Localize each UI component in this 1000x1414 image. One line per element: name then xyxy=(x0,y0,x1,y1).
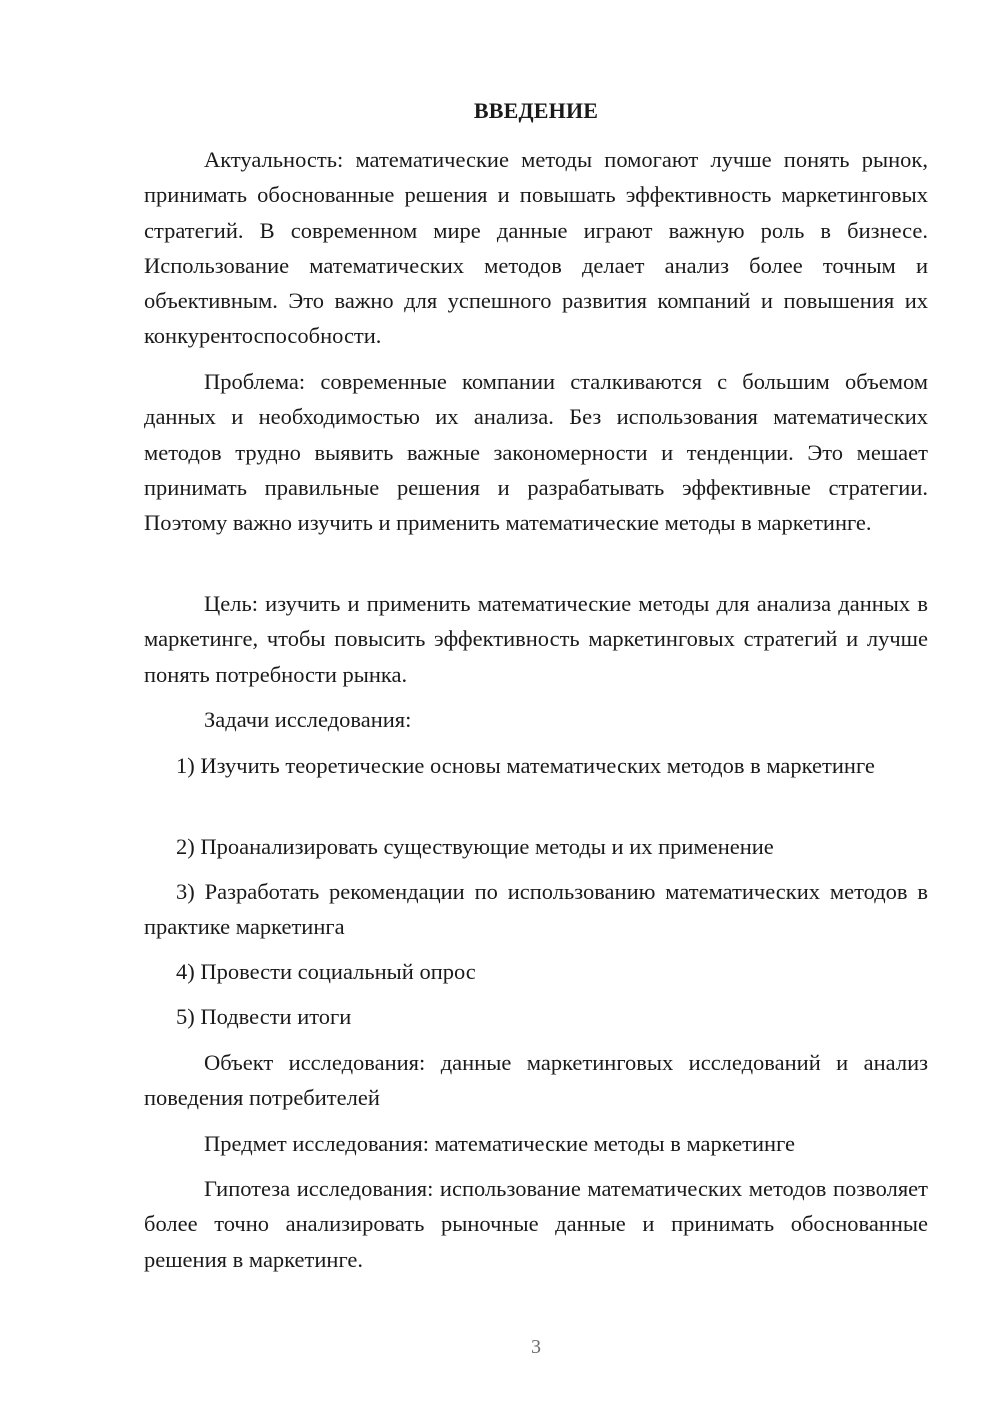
task-item: 2) Проанализировать существующие методы и их применение xyxy=(176,834,774,859)
page-title: ВВЕДЕНИЕ xyxy=(473,98,599,123)
subject-paragraph: Предмет исследования: математические методы в маркетинге xyxy=(204,1131,795,1156)
goal-paragraph: Цель: изучить и применить математические методы для анализа данных в маркетинге, чтобы повысить эффективность маркетинговых стратегий и лучше понять потребности рынка. xyxy=(144,591,928,687)
task-item: 3) Разработать рекомендации по использованию математических методов в практике маркетинга xyxy=(144,879,928,940)
task-item: 1) Изучить теоретические основы математических методов в маркетинге xyxy=(176,753,875,778)
page-number: 3 xyxy=(531,1336,541,1358)
hypothesis-paragraph: Гипотеза исследования: использование математических методов позволяет более точно анализировать рыночные данные и принимать обоснованные решения в маркетинге. xyxy=(144,1176,928,1272)
task-item: 5) Подвести итоги xyxy=(176,1004,352,1029)
problem-paragraph: Проблема: современные компании сталкиваются с большим объемом данных и необходимостью их анализа. Без использования математических методов трудно выявить важные закономерности и тенденции. Это мешает принимать правильные решения и разрабатывать эффективные стратегии. Поэтому важно изучить и применить математические методы в маркетинге. xyxy=(144,369,928,536)
task-item: 4) Провести социальный опрос xyxy=(176,959,476,984)
relevance-paragraph: Актуальность: математические методы помогают лучше понять рынок, принимать обоснованные решения и повышать эффективность маркетинговых стратегий. В современном мире данные играют важную роль в бизнесе. Использование математических методов делает анализ более точным и объективным. Это важно для успешного развития компаний и повышения их конкурентоспособности. xyxy=(144,147,928,349)
object-paragraph: Объект исследования: данные маркетинговых исследований и анализ поведения потребителей xyxy=(144,1050,928,1111)
tasks-heading: Задачи исследования: xyxy=(204,707,412,732)
